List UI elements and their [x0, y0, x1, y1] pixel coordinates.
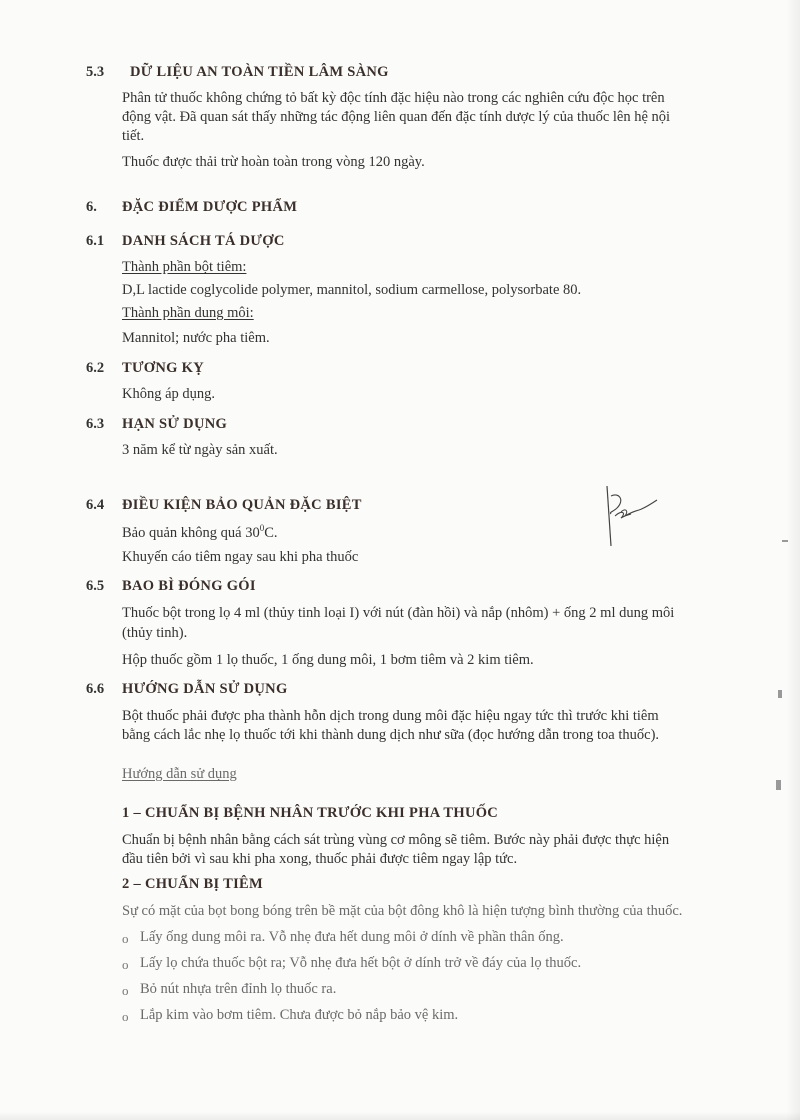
section-number: 6.5: [86, 578, 105, 594]
list-item: Lấy lọ chứa thuốc bột ra; Vỗ nhẹ đưa hết bột ở dính trở về đáy của lọ thuốc.: [140, 955, 582, 971]
section-title: DỮ LIỆU AN TOÀN TIỀN LÂM SÀNG: [130, 64, 389, 80]
paragraph-line: Bột thuốc phải được pha thành hỗn dịch trong dung môi đặc hiệu ngay tức thì trước khi tiêm: [122, 708, 659, 724]
section-title: HƯỚNG DẪN SỬ DỤNG: [122, 681, 288, 697]
bullet-marker: o: [122, 983, 129, 998]
step-title: 2 – CHUẨN BỊ TIÊM: [122, 876, 263, 892]
paragraph-line: Thuốc được thải trừ hoàn toàn trong vòng 120 ngày.: [122, 154, 425, 170]
scan-speck: [776, 780, 781, 790]
paragraph-line: Hộp thuốc gồm 1 lọ thuốc, 1 ống dung môi, 1 bơm tiêm và 2 kim tiêm.: [122, 652, 534, 668]
subheading: Thành phần bột tiêm:: [122, 259, 247, 275]
storage-temperature-line: [122, 523, 278, 542]
section-number: 6.4: [86, 497, 105, 513]
list-item: Lấy ống dung môi ra. Vỗ nhẹ đưa hết dung môi ở dính về phần thân ống.: [140, 929, 564, 945]
bullet-marker: o: [122, 1009, 129, 1024]
paragraph-line: Sự có mặt của bọt bong bóng trên bề mặt của bột đông khô là hiện tượng bình thường của thuốc.: [122, 903, 683, 919]
bullet-marker: o: [122, 931, 129, 946]
bullet-marker: o: [122, 957, 129, 972]
paragraph-line: bằng cách lắc nhẹ lọ thuốc tới khi thành dung dịch như sữa (đọc hướng dẫn trong toa thuốc).: [122, 727, 660, 743]
section-number: 6.: [86, 199, 97, 215]
guide-subheading: Hướng dẫn sử dụng: [122, 766, 237, 782]
section-number: 6.6: [86, 681, 105, 697]
scan-speck: [778, 690, 782, 698]
section-number: 6.2: [86, 360, 105, 376]
paragraph-line: tiết.: [122, 128, 145, 144]
paragraph-line: 3 năm kể từ ngày sản xuất.: [122, 442, 278, 458]
paragraph-line: Thuốc bột trong lọ 4 ml (thủy tinh loại I) với nút (đàn hồi) và nắp (nhôm) + ống 2 ml dung môi: [122, 605, 675, 621]
paragraph-line: động vật. Đã quan sát thấy những tác động liên quan đến đặc tính dược lý của thuốc lên hệ nội: [122, 109, 671, 125]
section-title: ĐẶC ĐIỂM DƯỢC PHẨM: [122, 199, 298, 215]
section-title: TƯƠNG KỴ: [122, 360, 205, 376]
section-title: BAO BÌ ĐÓNG GÓI: [122, 578, 256, 594]
section-title: ĐIỀU KIỆN BẢO QUẢN ĐẶC BIỆT: [122, 497, 362, 513]
paragraph-line: Khuyến cáo tiêm ngay sau khi pha thuốc: [122, 549, 359, 565]
section-title: DANH SÁCH TÁ DƯỢC: [122, 233, 285, 249]
section-title: HẠN SỬ DỤNG: [122, 416, 228, 432]
paragraph-line: Không áp dụng.: [122, 386, 216, 402]
scan-shadow-right: [786, 0, 800, 1120]
degree-superscript: 0: [259, 523, 265, 533]
section-number: 6.3: [86, 416, 105, 432]
paragraph-line: (thủy tinh).: [122, 625, 188, 641]
section-number: 5.3: [86, 64, 105, 80]
paragraph-line: đầu tiên bởi vì sau khi pha xong, thuốc phải được tiêm ngay lập tức.: [122, 851, 518, 867]
paragraph-line: Chuẩn bị bệnh nhân bằng cách sát trùng vùng cơ mông sẽ tiêm. Bước này phải được thực hiện: [122, 832, 670, 848]
paragraph-line: Mannitol; nước pha tiêm.: [122, 330, 270, 346]
section-number: 6.1: [86, 233, 105, 249]
paragraph-line: D,L lactide coglycolide polymer, mannitol, sodium carmellose, polysorbate 80.: [122, 282, 582, 298]
step-title: 1 – CHUẨN BỊ BỆNH NHÂN TRƯỚC KHI PHA THUỐC: [122, 805, 499, 821]
subheading: Thành phần dung môi:: [122, 305, 254, 321]
handwritten-signature: [595, 482, 665, 552]
scan-speck: [782, 540, 788, 542]
list-item: Bỏ nút nhựa trên đỉnh lọ thuốc ra.: [140, 981, 337, 997]
temperature-unit: C.: [264, 524, 278, 541]
temperature-text: Bảo quản không quá 30: [122, 524, 260, 541]
scan-shadow-bottom: [0, 1112, 800, 1120]
list-item: Lắp kim vào bơm tiêm. Chưa được bỏ nắp bảo vệ kim.: [140, 1007, 459, 1023]
paragraph-line: Phân tử thuốc không chứng tỏ bất kỳ độc tính đặc hiệu nào trong các nghiên cứu độc học trên: [122, 90, 665, 106]
